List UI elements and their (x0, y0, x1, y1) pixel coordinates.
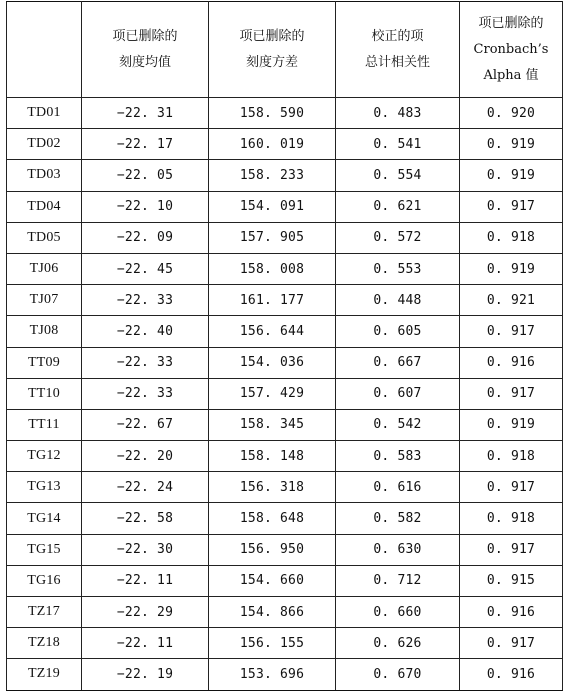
alpha-cell: 0. 919 (460, 409, 563, 440)
header-line: Cronbach’s (473, 41, 549, 57)
header-line: 刻度方差 (245, 54, 298, 70)
table-row (7, 659, 563, 690)
scale-variance-cell: 156. 644 (209, 316, 336, 347)
table-row (7, 409, 563, 440)
item-statistics-table (6, 1, 563, 691)
table-row (7, 98, 563, 129)
alpha-cell: 0. 918 (460, 441, 563, 472)
correlation-cell: 0. 542 (336, 409, 460, 440)
item-code-cell: TG15 (7, 534, 82, 565)
scale-mean-cell: −22. 67 (82, 409, 209, 440)
alpha-cell: 0. 916 (460, 659, 563, 690)
scale-variance-cell: 154. 091 (209, 191, 336, 222)
correlation-cell: 0. 553 (336, 253, 460, 284)
item-code-cell: TJ07 (7, 285, 82, 316)
alpha-cell: 0. 917 (460, 191, 563, 222)
table-row (7, 597, 563, 628)
scale-mean-cell: −22. 24 (82, 472, 209, 503)
alpha-cell: 0. 915 (460, 565, 563, 596)
scale-variance-cell: 154. 660 (209, 565, 336, 596)
table-row (7, 222, 563, 253)
table-row (7, 628, 563, 659)
correlation-cell: 0. 621 (336, 191, 460, 222)
scale-variance-cell: 158. 008 (209, 253, 336, 284)
table-row (7, 441, 563, 472)
header-line: 总计相关性 (364, 54, 430, 70)
table-row (7, 191, 563, 222)
scale-mean-cell: −22. 17 (82, 129, 209, 160)
item-code-cell: TD02 (7, 129, 82, 160)
correlation-cell: 0. 630 (336, 534, 460, 565)
scale-variance-cell: 154. 866 (209, 597, 336, 628)
scale-variance-cell: 157. 905 (209, 222, 336, 253)
scale-mean-cell: −22. 30 (82, 534, 209, 565)
item-code-cell: TT09 (7, 347, 82, 378)
correlation-cell: 0. 583 (336, 441, 460, 472)
header-line: 项已删除的 (239, 28, 305, 44)
item-code-cell: TZ18 (7, 628, 82, 659)
item-code-cell: TG14 (7, 503, 82, 534)
table-row (7, 160, 563, 191)
table-row (7, 565, 563, 596)
correlation-cell: 0. 572 (336, 222, 460, 253)
correlation-cell: 0. 554 (336, 160, 460, 191)
scale-variance-cell: 158. 233 (209, 160, 336, 191)
table-row (7, 472, 563, 503)
alpha-cell: 0. 917 (460, 472, 563, 503)
correlation-cell: 0. 541 (336, 129, 460, 160)
header-line: 项已删除的 (478, 15, 544, 31)
scale-mean-cell: −22. 33 (82, 285, 209, 316)
scale-variance-cell: 157. 429 (209, 378, 336, 409)
table-header (7, 2, 563, 98)
scale-mean-cell: −22. 20 (82, 441, 209, 472)
header-line: 项已删除的 (112, 28, 178, 44)
alpha-cell: 0. 919 (460, 253, 563, 284)
header-line: 刻度均值 (118, 54, 171, 70)
alpha-cell: 0. 918 (460, 222, 563, 253)
scale-variance-cell: 158. 148 (209, 441, 336, 472)
scale-mean-cell: −22. 19 (82, 659, 209, 690)
item-code-cell: TD03 (7, 160, 82, 191)
correlation-cell: 0. 670 (336, 659, 460, 690)
alpha-cell: 0. 916 (460, 347, 563, 378)
alpha-cell: 0. 917 (460, 628, 563, 659)
item-code-cell: TG16 (7, 565, 82, 596)
correlation-cell: 0. 607 (336, 378, 460, 409)
scale-mean-cell: −22. 58 (82, 503, 209, 534)
item-code-cell: TG12 (7, 441, 82, 472)
table-row (7, 503, 563, 534)
correlation-cell: 0. 660 (336, 597, 460, 628)
scale-variance-cell: 156. 318 (209, 472, 336, 503)
item-code-cell: TG13 (7, 472, 82, 503)
scale-mean-cell: −22. 31 (82, 98, 209, 129)
header-corrected-item-total-correlation (336, 2, 460, 98)
table-row (7, 378, 563, 409)
header-line: 校正的项 (371, 28, 424, 44)
item-code-cell: TJ06 (7, 253, 82, 284)
item-code-cell: TJ08 (7, 316, 82, 347)
alpha-cell: 0. 917 (460, 316, 563, 347)
alpha-cell: 0. 916 (460, 597, 563, 628)
alpha-cell: 0. 917 (460, 378, 563, 409)
alpha-cell: 0. 920 (460, 98, 563, 129)
table-row (7, 534, 563, 565)
scale-variance-cell: 158. 648 (209, 503, 336, 534)
correlation-cell: 0. 582 (336, 503, 460, 534)
scale-mean-cell: −22. 33 (82, 347, 209, 378)
item-code-cell: TT11 (7, 409, 82, 440)
correlation-cell: 0. 616 (336, 472, 460, 503)
scale-variance-cell: 158. 345 (209, 409, 336, 440)
alpha-cell: 0. 921 (460, 285, 563, 316)
scale-mean-cell: −22. 33 (82, 378, 209, 409)
table-row (7, 129, 563, 160)
header-scale-mean-if-deleted (82, 2, 209, 98)
scale-mean-cell: −22. 09 (82, 222, 209, 253)
correlation-cell: 0. 605 (336, 316, 460, 347)
header-alpha-if-deleted (460, 2, 563, 98)
item-code-cell: TT10 (7, 378, 82, 409)
correlation-cell: 0. 667 (336, 347, 460, 378)
scale-mean-cell: −22. 11 (82, 565, 209, 596)
scale-variance-cell: 154. 036 (209, 347, 336, 378)
alpha-cell: 0. 917 (460, 534, 563, 565)
header-scale-variance-if-deleted (209, 2, 336, 98)
scale-variance-cell: 156. 950 (209, 534, 336, 565)
correlation-cell: 0. 448 (336, 285, 460, 316)
table-row (7, 285, 563, 316)
table-row (7, 347, 563, 378)
correlation-cell: 0. 483 (336, 98, 460, 129)
header-item (7, 2, 82, 98)
scale-mean-cell: −22. 10 (82, 191, 209, 222)
item-code-cell: TD04 (7, 191, 82, 222)
scale-variance-cell: 156. 155 (209, 628, 336, 659)
scale-mean-cell: −22. 45 (82, 253, 209, 284)
scale-mean-cell: −22. 05 (82, 160, 209, 191)
item-code-cell: TZ19 (7, 659, 82, 690)
alpha-cell: 0. 918 (460, 503, 563, 534)
table-row (7, 316, 563, 347)
scale-variance-cell: 161. 177 (209, 285, 336, 316)
item-code-cell: TD05 (7, 222, 82, 253)
scale-variance-cell: 158. 590 (209, 98, 336, 129)
item-code-cell: TD01 (7, 98, 82, 129)
scale-variance-cell: 153. 696 (209, 659, 336, 690)
correlation-cell: 0. 712 (336, 565, 460, 596)
alpha-cell: 0. 919 (460, 160, 563, 191)
correlation-cell: 0. 626 (336, 628, 460, 659)
table-body (7, 98, 563, 691)
header-line: Alpha 值 (483, 67, 539, 83)
item-code-cell: TZ17 (7, 597, 82, 628)
scale-mean-cell: −22. 29 (82, 597, 209, 628)
header-row (7, 2, 563, 98)
scale-variance-cell: 160. 019 (209, 129, 336, 160)
scale-mean-cell: −22. 40 (82, 316, 209, 347)
table-row (7, 253, 563, 284)
scale-mean-cell: −22. 11 (82, 628, 209, 659)
alpha-cell: 0. 919 (460, 129, 563, 160)
